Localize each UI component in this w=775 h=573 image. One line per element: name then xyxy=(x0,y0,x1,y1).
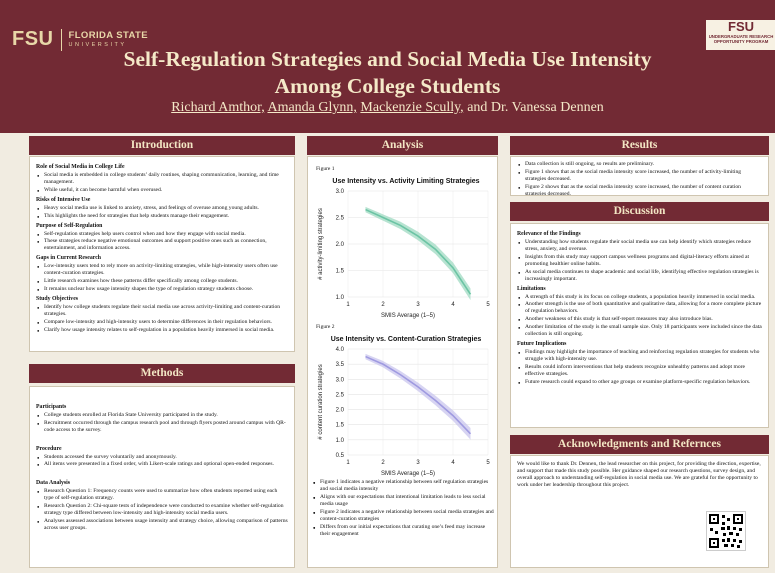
urop-logo xyxy=(706,20,775,50)
y-axis-label: # activity-limiting strategies xyxy=(318,208,324,280)
bullet-item: ● Another strength is the use of both quantitative and qualitative data, allowing for a more complete picture of regulation behaviors. xyxy=(517,301,762,315)
chart-title: Use Intensity vs. Activity Limiting Strategies xyxy=(332,178,480,185)
bullet-item: ● Another weakness of this study is that self-report measures may also introduce bias. xyxy=(517,316,762,323)
bullet-item: ● College students enrolled at Florida State University participated in the study. xyxy=(36,412,288,419)
y-tick-label: 1.0 xyxy=(335,437,344,444)
y-tick-label: 3.5 xyxy=(335,362,344,369)
bullet-list xyxy=(517,161,762,196)
bullet-item: ● Insights from this study may support campus wellness programs and digital-literacy efforts aimed at promoting healthier online habits. xyxy=(517,254,762,268)
urop-line1: UNDERGRADUATE RESEARCH xyxy=(708,34,774,39)
bullet-list xyxy=(36,304,288,334)
methods-heading: Methods xyxy=(29,364,295,383)
section-title: Data Analysis xyxy=(36,480,70,487)
author-4: and Dr. Vanessa Dennen xyxy=(467,100,604,115)
bullet-list xyxy=(36,172,288,194)
analysis-notes xyxy=(312,479,495,539)
bullet-item: ● Figure 1 indicates a negative relationship between self regulation strategies and social media intensity ● xyxy=(312,479,495,493)
y-axis-label: # content curation strategies xyxy=(318,364,324,440)
poster-header xyxy=(0,0,775,133)
section-title: Gaps in Current Research xyxy=(36,255,101,262)
bullet-item: ● Analyses assessed associations between usage intensity and strategy choice, allowing comparison of patterns across user groups. xyxy=(36,518,288,532)
bullet-list xyxy=(517,239,762,283)
bullet-item: ● These strategies reduce negative emotional outcomes and support positive ones such as connection, entertainment, and information access. xyxy=(36,238,288,252)
x-tick-label: 3 xyxy=(416,302,420,308)
introduction-heading: Introduction xyxy=(29,136,295,155)
bullet-list xyxy=(517,349,762,386)
y-tick-label: 2.5 xyxy=(335,392,344,399)
urop-line2: OPPORTUNITY PROGRAM xyxy=(713,39,769,44)
chart-title: Use Intensity vs. Content-Curation Strategies xyxy=(330,336,482,343)
figure1-label: Figure 1 xyxy=(316,166,335,172)
x-tick-label: 3 xyxy=(416,460,420,466)
bullet-item: ● Heavy social media use is linked to anxiety, stress, and feelings of overuse among young adults. xyxy=(36,205,288,212)
x-tick-label: 2 xyxy=(381,460,385,466)
bullet-item: ● Data collection is still ongoing, so results are preliminary. xyxy=(517,161,762,168)
bullet-item: ● Little research examines how these patterns differ specifically among college students. xyxy=(36,278,288,285)
bullet-list xyxy=(36,231,288,253)
bullet-item: ● Social media is embedded in college students’ daily routines, shaping communication, learning, and time management. xyxy=(36,172,288,186)
bullet-item: ● Identify how college students regulate their social media use across activity-limiting and content-curation strategies. xyxy=(36,304,288,318)
x-axis-label: SMIS Average (1–5) xyxy=(381,313,435,319)
results-heading: Results xyxy=(510,136,769,155)
bullet-list xyxy=(36,488,288,532)
poster-title xyxy=(60,46,715,100)
bullet-list xyxy=(36,263,288,293)
y-tick-label: 1.0 xyxy=(335,295,344,301)
section-title: Procedure xyxy=(36,445,62,452)
bullet-item: ● Recruitment occurred through the campus research pool and through flyers posted around campus with QR-code access to the survey. xyxy=(36,420,288,434)
y-tick-label: 2.0 xyxy=(335,242,344,248)
bullet-item: ● While useful, it can become harmful when overused. xyxy=(36,187,288,194)
bullet-item: ● Clarify how usage intensity relates to self-regulation in a population heavily immersed in social media. xyxy=(36,327,288,334)
qr-code[interactable] xyxy=(706,511,746,551)
bullet-item: ● Students accessed the survey voluntarily and anonymously. xyxy=(36,454,288,461)
section-title: Relevance of the Findings xyxy=(517,231,581,237)
results-panel xyxy=(510,156,769,196)
bullet-item: ● Understanding how students regulate their social media use can help identify which strategies reduce stress, anxiety, and overuse. xyxy=(517,239,762,253)
bullet-list xyxy=(312,479,495,538)
y-tick-label: 3.0 xyxy=(335,189,344,195)
acknowledgments-heading: Acknowledgments and Refernces xyxy=(510,435,769,454)
author-list xyxy=(60,100,715,116)
discussion-panel xyxy=(510,223,769,428)
university-name-line1: FLORIDA STATE xyxy=(68,30,148,41)
section-title: Future Implications xyxy=(517,340,567,347)
y-tick-label: 2.0 xyxy=(335,407,344,414)
author-2: Amanda Glynn, xyxy=(267,100,357,115)
figure2-chart xyxy=(308,329,498,484)
section-title: Limitations xyxy=(517,285,546,292)
x-tick-label: 5 xyxy=(486,460,490,466)
bullet-item: ● Aligns with our expectations that intentional limitation leads to less social media usage ● xyxy=(312,494,495,508)
x-tick-label: 4 xyxy=(451,302,455,308)
bullet-item: ● All items were presented in a fixed order, with Likert-scale ratings and optional open-ended responses. xyxy=(36,461,288,468)
title-line2: Among College Students xyxy=(274,74,501,98)
bullet-item: ● Figure 2 indicates a negative relationship between social media strategies and content-curation strategies ● xyxy=(312,509,495,523)
bullet-item: ● This highlights the need for strategies that help students manage their engagement. xyxy=(36,213,288,220)
bullet-item: ● Another limitation of the study is the small sample size. Only 18 participants were included since the data collection is still ongoing. xyxy=(517,324,762,338)
bullet-item: ● Differs from our initial expectations that curating one’s feed may increase their engagement ● xyxy=(312,524,495,538)
bullet-list xyxy=(36,412,288,434)
bullet-item: ● Figure 2 shows that as the social media intensity score increased, the number of content curation strategies decreased. xyxy=(517,184,762,196)
bullet-item: ● Research Question 2: Chi-square tests of independence were conducted to examine whether self-regulation strategy type differed between low-intensity and high-intensity social media users. xyxy=(36,503,288,517)
y-tick-label: 4.0 xyxy=(335,347,344,353)
y-tick-label: 1.5 xyxy=(335,422,344,429)
figure1-chart xyxy=(308,171,498,326)
qr-code-icon xyxy=(707,512,745,550)
figure2-label: Figure 2 xyxy=(316,324,335,330)
introduction-panel xyxy=(29,156,295,352)
y-tick-label: 1.5 xyxy=(335,268,344,275)
y-tick-label: 3.0 xyxy=(335,377,344,384)
university-name-line2: UNIVERSITY xyxy=(68,41,127,48)
author-3: Mackenzie Scully, xyxy=(360,100,464,115)
bullet-list xyxy=(36,454,288,469)
bullet-list xyxy=(36,205,288,220)
bullet-item: ● Low-intensity users tend to rely more on activity-limiting strategies, while high-intensity users often use content-curation strategies. xyxy=(36,263,288,277)
y-tick-label: 0.5 xyxy=(335,453,344,459)
fsu-mark: FSU xyxy=(12,28,54,50)
section-title: Role of Social Media in College Life xyxy=(36,164,125,170)
bullet-item: ● Research Question 1: Frequency counts were used to summarize how often students reported using each type of self-regulation strategy. xyxy=(36,488,288,502)
bullet-item: ● It remains unclear how usage intensity shapes the type of regulation strategy students choose. xyxy=(36,286,288,293)
methods-panel xyxy=(29,386,295,568)
urop-mark: FSU xyxy=(728,19,754,34)
section-title: Risks of Intensive Use xyxy=(36,196,91,203)
bullet-item: ● Future research could expand to other age groups or examine platform-specific regulation behaviors. xyxy=(517,379,762,386)
bullet-item: ● Self-regulation strategies help users control when and how they engage with social media. xyxy=(36,231,288,238)
bullet-list xyxy=(517,294,762,338)
discussion-heading: Discussion xyxy=(510,202,769,221)
bullet-item: ● As social media continues to shape academic and social life, identifying effective regulation strategies is increasingly important. xyxy=(517,269,762,283)
x-tick-label: 1 xyxy=(346,460,350,466)
bullet-item: ● Results could inform interventions that help students recognize unhealthy patterns and adopt more effective strategies. xyxy=(517,364,762,378)
x-axis-label: SMIS Average (1–5) xyxy=(381,471,435,477)
acknowledgments-text: We would like to thank Dr. Dennen, the lead researcher on this project, for providing the direction, expertise, and support that made this study possible. Her guidance shaped our research questions, survey design, and overall approach to understanding self-regulation in social media use. We are grateful for the opportunity to work under her leadership throughout this project. xyxy=(517,461,761,488)
section-title: Purpose of Self-Regulation xyxy=(36,222,103,229)
y-tick-label: 2.5 xyxy=(335,215,344,222)
bullet-item: ● Findings may highlight the importance of teaching and reinforcing regulation strategies for students who struggle with high-intensity use. xyxy=(517,349,762,363)
bullet-item: ● Figure 1 shows that as the social media intensity score increased, the number of activity-limiting strategies decreased. xyxy=(517,169,762,183)
x-tick-label: 2 xyxy=(381,302,385,308)
x-tick-label: 1 xyxy=(346,302,350,308)
analysis-heading: Analysis xyxy=(307,136,498,155)
bullet-item: ● Compare low-intensity and high-intensity users to determine differences in their regulation behaviors. xyxy=(36,319,288,326)
bullet-item: ● A strength of this study is its focus on college students, a population heavily immersed in social media. xyxy=(517,294,762,301)
section-title: Participants xyxy=(36,404,67,410)
title-line1: Self-Regulation Strategies and Social Media Use Intensity xyxy=(123,47,652,71)
x-tick-label: 4 xyxy=(451,460,455,466)
analysis-panel xyxy=(307,156,498,568)
section-title: Study Objectives xyxy=(36,295,79,302)
x-tick-label: 5 xyxy=(486,302,490,308)
author-1: Richard Amthor, xyxy=(171,100,265,115)
